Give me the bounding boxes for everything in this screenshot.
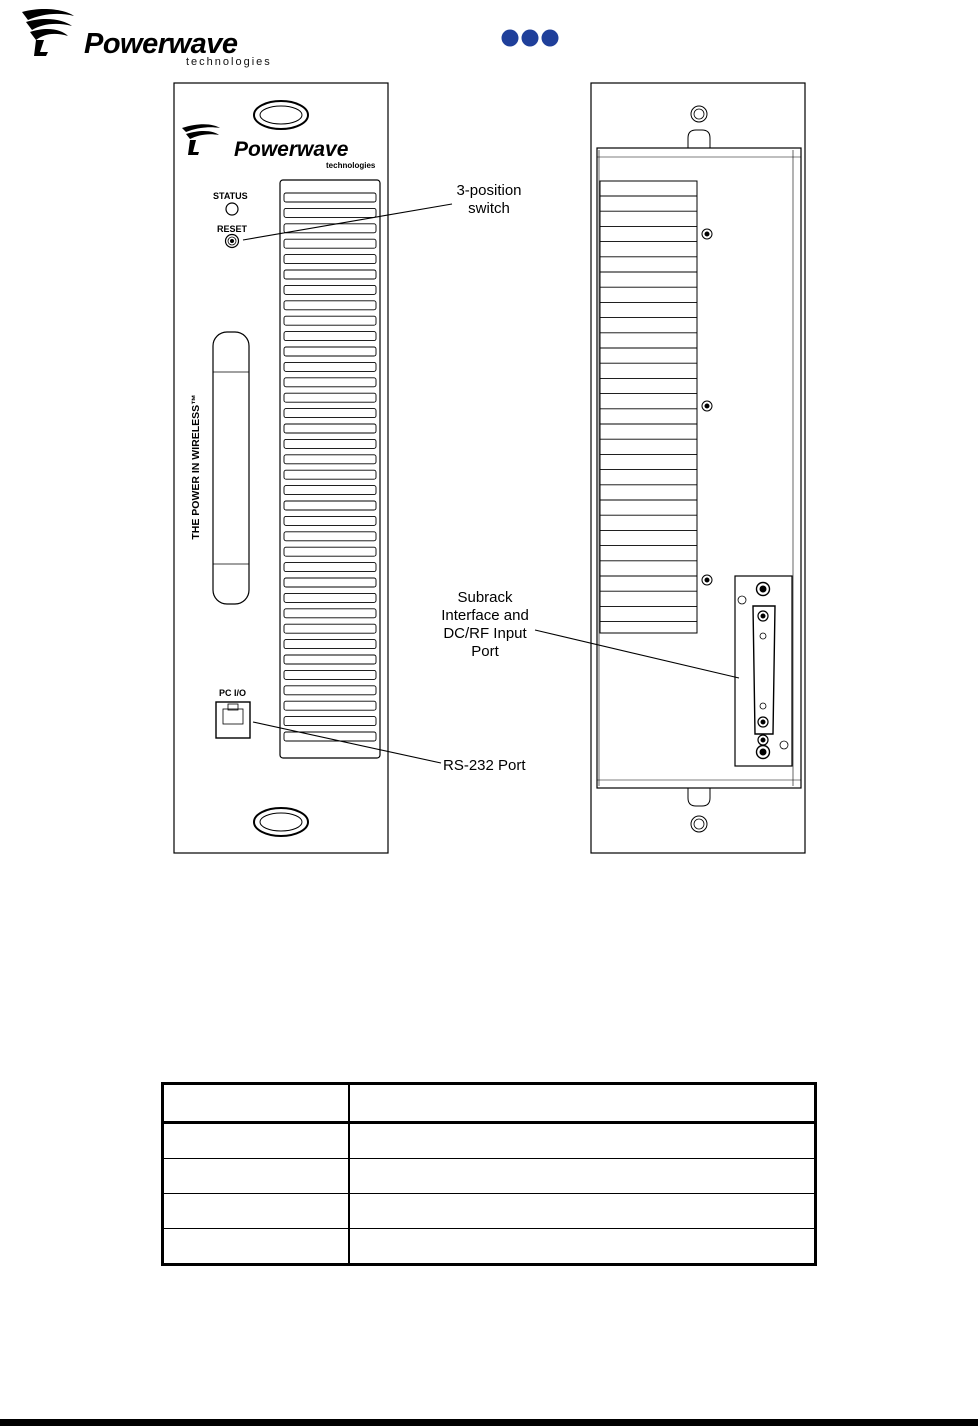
vent-slat [284,424,376,433]
table-cell [349,1159,816,1194]
vent-slat [284,624,376,633]
vent-slat [284,439,376,448]
table-header-cell [349,1084,816,1123]
switch-callout [424,182,554,218]
vent-slat [284,378,376,387]
vent-slat [284,393,376,402]
table-row [163,1194,816,1229]
vent-slat [284,409,376,418]
vent-slat [284,501,376,510]
vent-slat [284,486,376,495]
status-label: STATUS [213,191,248,201]
table-row [163,1159,816,1194]
vent-slat [284,609,376,618]
table-cell [163,1123,350,1159]
vent-slat [284,470,376,479]
switch-callout-line1: 3-position [456,182,522,199]
panel-brand-subtitle: technologies [326,161,376,170]
vent-slat [284,701,376,710]
table-cell [163,1194,350,1229]
vent-slat [284,593,376,602]
pc-io-label: PC I/O [219,688,247,698]
vent-slat [284,270,376,279]
panel-brand-name: Powerwave [234,138,349,161]
vent-slat [284,455,376,464]
subrack-callout-line3: DC/RF Input [443,625,527,642]
vent-slat [284,255,376,264]
vent-slat [284,285,376,294]
vent-slat [284,239,376,248]
front-panel [174,83,388,853]
footer-rule [0,1419,978,1426]
vent-slat [284,332,376,341]
table-row [163,1229,816,1265]
rear-vent-fins [600,196,697,622]
brand-subtitle: technologies [186,56,272,68]
vent-slat [284,563,376,572]
subrack-callout-line2: Interface and [441,607,529,624]
rear-panel [591,83,805,853]
vent-slat [284,578,376,587]
table-header-cell [163,1084,350,1123]
table-cell [163,1159,350,1194]
vent-slat [284,732,376,741]
table-cell [349,1123,816,1159]
vent-slat [284,670,376,679]
vent-slat [284,655,376,664]
subrack-callout [420,589,550,661]
front-vent-slats [284,193,376,741]
reset-label: RESET [217,224,248,234]
subrack-callout-line4: Port [471,643,499,660]
vent-slat [284,347,376,356]
vent-slat [284,193,376,202]
vent-slat [284,301,376,310]
table-cell [349,1194,816,1229]
subrack-callout-line1: Subrack [457,589,513,606]
vent-slat [284,316,376,325]
vent-slat [284,362,376,371]
table-cell [163,1229,350,1265]
vent-slat [284,686,376,695]
switch-callout-line2: switch [468,200,510,217]
rs232-callout: RS-232 Port [443,757,526,774]
slogan-text: THE POWER IN WIRELESS™ [190,394,202,540]
table-cell [349,1229,816,1265]
vent-slat [284,547,376,556]
vent-slat [284,640,376,649]
vent-slat [284,516,376,525]
vent-slat [284,532,376,541]
table-row [163,1123,816,1159]
brand-name: Powerwave [84,28,238,60]
vent-slat [284,208,376,217]
table-header-row [163,1084,816,1123]
vent-slat [284,717,376,726]
spec-table [161,1082,817,1266]
